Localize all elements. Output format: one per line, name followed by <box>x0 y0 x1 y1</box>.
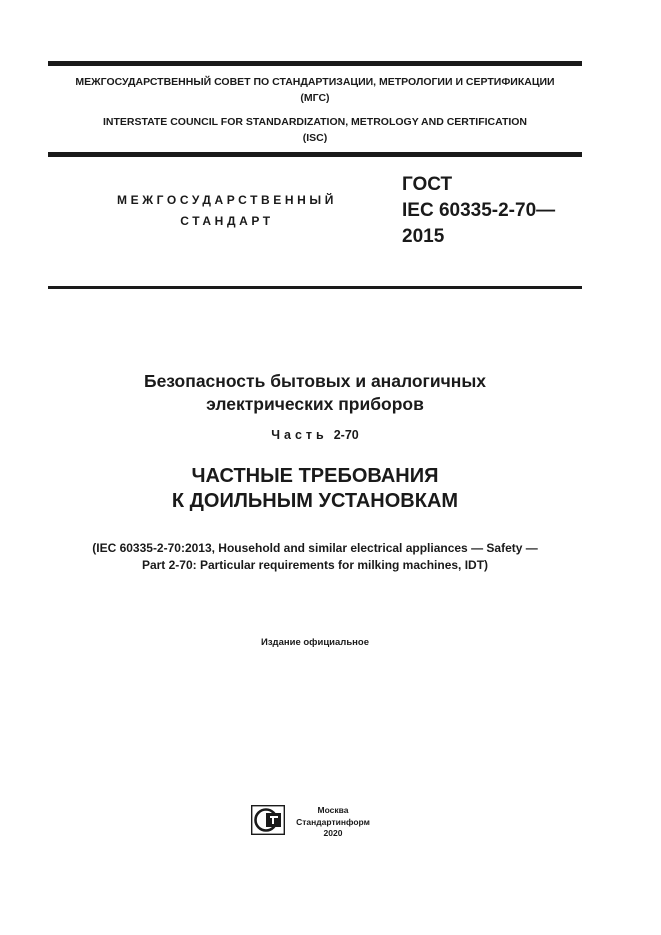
publisher-city: Москва <box>317 805 349 815</box>
sub-title-line2: К ДОИЛЬНЫМ УСТАНОВКАМ <box>171 490 459 512</box>
designation-line1: ГОСТ <box>402 174 453 195</box>
bottom-rule <box>48 286 582 289</box>
standartinform-logo-icon <box>251 805 285 835</box>
edition-label: Издание официальное <box>261 637 369 648</box>
middle-rule <box>48 152 582 157</box>
council-en-line2: (ISC) <box>302 132 328 144</box>
council-ru-line1: МЕЖГОСУДАРСТВЕННЫЙ СОВЕТ ПО СТАНДАРТИЗАЦИИ, МЕТРОЛОГИИ И СЕРТИФИКАЦИИ <box>75 76 555 88</box>
main-title-line1: Безопасность бытовых и аналогичных <box>143 371 487 391</box>
sub-title-line1: ЧАСТНЫЕ ТРЕБОВАНИЯ <box>191 465 439 487</box>
council-ru-line2: (МГС) <box>300 92 330 104</box>
publisher-name: Стандартинформ <box>296 816 370 827</box>
main-title-line2: электрических приборов <box>206 394 424 414</box>
international-ref-line2: Part 2-70: Particular requirements for milking machines, IDT) <box>141 558 489 572</box>
sub-title <box>48 464 582 514</box>
designation-line3: 2015 <box>402 226 445 247</box>
standard-type-line1: МЕЖГОСУДАРСТВЕННЫЙ <box>117 193 337 207</box>
part-number: 2-70 <box>333 428 359 442</box>
standard-type-line2: СТАНДАРТ <box>180 214 274 228</box>
council-ru <box>48 74 582 106</box>
publisher-year: 2020 <box>323 828 343 838</box>
main-title <box>48 370 582 416</box>
standard-type <box>92 190 362 232</box>
international-ref-line1: (IEC 60335-2-70:2013, Household and similar electrical appliances — Safety — <box>92 541 538 555</box>
designation-line2: IEC 60335-2-70— <box>402 200 556 221</box>
part-label <box>48 428 582 442</box>
standard-designation <box>402 172 555 250</box>
top-rule <box>48 61 582 66</box>
part-word: Часть <box>271 428 328 442</box>
council-en-line1: INTERSTATE COUNCIL FOR STANDARDIZATION, METROLOGY AND CERTIFICATION <box>102 116 528 128</box>
council-en <box>48 114 582 146</box>
international-reference <box>48 540 582 574</box>
publisher-imprint <box>290 805 376 840</box>
